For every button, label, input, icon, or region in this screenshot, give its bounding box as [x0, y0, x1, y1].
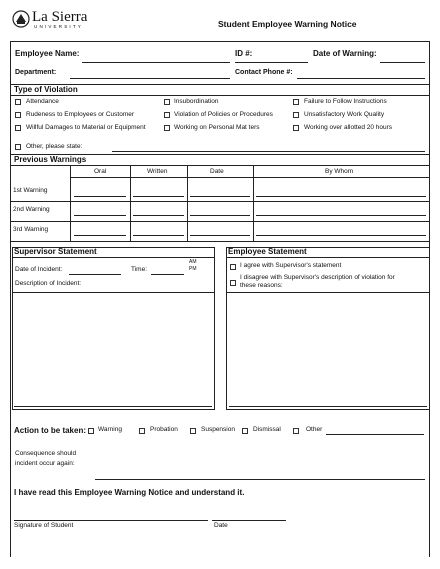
- consequence-field[interactable]: [95, 479, 425, 480]
- other-violation-field[interactable]: [112, 151, 425, 152]
- employee-statement-rule: [226, 257, 430, 258]
- over-hours-checkbox[interactable]: [293, 125, 299, 131]
- employee-reasons-area[interactable]: [228, 293, 428, 407]
- attendance-label: Attendance: [26, 98, 59, 105]
- supervisor-bottom-rule: [14, 406, 212, 407]
- date-of-warning-label: Date of Warning:: [313, 49, 377, 58]
- probation-label: Probation: [150, 426, 178, 433]
- violation-heading-rule: [10, 95, 430, 96]
- consequence-label-1: Consequence should: [15, 450, 77, 457]
- employee-statement-heading: Employee Statement: [228, 247, 307, 256]
- previous-columns-rule: [70, 177, 430, 178]
- description-label: Description of Incident:: [15, 280, 82, 287]
- disagree-checkbox[interactable]: [230, 280, 236, 286]
- policies-checkbox[interactable]: [164, 112, 170, 118]
- suspension-label: Suspension: [201, 426, 235, 433]
- warning-label: Warning: [98, 426, 122, 433]
- suspension-checkbox[interactable]: [190, 428, 196, 434]
- date-of-incident-label: Date of Incident:: [15, 266, 63, 273]
- third-warning-label: 3rd Warning: [13, 226, 49, 233]
- third-warning-date[interactable]: [190, 235, 250, 236]
- supervisor-heading-rule: [12, 257, 215, 258]
- col-oral: Oral: [94, 168, 107, 175]
- time-label: Time:: [131, 266, 148, 273]
- other-action-label: Other: [306, 426, 323, 433]
- disagree-label: I disagree with Supervisor's description of violation for: [240, 274, 395, 281]
- first-warning-oral[interactable]: [74, 196, 126, 197]
- failure-instructions-label: Failure to Follow Instructions: [304, 98, 387, 105]
- over-hours-label: Working over allotted 20 hours: [304, 124, 393, 131]
- id-label: ID #:: [235, 49, 253, 58]
- col-by-whom: By Whom: [325, 168, 354, 175]
- logo-subtitle: UNIVERSITY: [34, 24, 84, 29]
- rudeness-label: Rudeness to Employees or Customer: [26, 111, 135, 118]
- probation-checkbox[interactable]: [139, 428, 145, 434]
- third-warning-by[interactable]: [256, 235, 426, 236]
- agree-checkbox[interactable]: [230, 264, 236, 270]
- work-quality-checkbox[interactable]: [293, 112, 299, 118]
- willful-damages-label: Willful Damages to Material or Equipment: [26, 124, 146, 131]
- contact-phone-field[interactable]: [297, 78, 425, 79]
- other-violation-checkbox[interactable]: [15, 144, 21, 150]
- id-field[interactable]: [235, 62, 308, 63]
- failure-instructions-checkbox[interactable]: [293, 99, 299, 105]
- previous-row-rule: [10, 221, 430, 222]
- insubordination-checkbox[interactable]: [164, 99, 170, 105]
- contact-phone-label: Contact Phone #:: [235, 69, 293, 76]
- pm-label: PM: [189, 266, 197, 272]
- first-warning-label: 1st Warning: [13, 187, 48, 194]
- agree-label: I agree with Supervisor's statement: [240, 262, 342, 269]
- logo-wordmark: La Sierra: [32, 9, 88, 25]
- department-field[interactable]: [70, 78, 230, 79]
- previous-col-sep: [253, 165, 254, 241]
- student-signature-label: Signature of Student: [14, 522, 74, 529]
- previous-col-sep: [187, 165, 188, 241]
- employee-bottom-rule: [229, 406, 427, 407]
- student-signature-field[interactable]: [14, 520, 208, 521]
- form-title: Student Employee Warning Notice: [218, 19, 357, 29]
- time-field[interactable]: [151, 274, 184, 275]
- incident-description-area[interactable]: [13, 293, 212, 407]
- signature-date-label: Date: [214, 522, 228, 529]
- third-warning-written[interactable]: [133, 235, 184, 236]
- employee-name-field[interactable]: [82, 62, 230, 63]
- first-warning-by[interactable]: [256, 196, 426, 197]
- first-warning-written[interactable]: [133, 196, 184, 197]
- other-action-field[interactable]: [326, 434, 424, 435]
- col-date: Date: [210, 168, 224, 175]
- university-seal-icon: [12, 10, 30, 28]
- supervisor-heading: Supervisor Statement: [14, 247, 97, 256]
- personal-matters-checkbox[interactable]: [164, 125, 170, 131]
- second-warning-date[interactable]: [190, 215, 250, 216]
- disagree-reasons-label: these reasons:: [240, 282, 283, 289]
- acknowledgement: I have read this Employee Warning Notice and understand it.: [14, 488, 245, 497]
- third-warning-oral[interactable]: [74, 235, 126, 236]
- second-warning-by[interactable]: [256, 215, 426, 216]
- second-warning-label: 2nd Warning: [13, 206, 50, 213]
- previous-row-rule: [10, 241, 430, 242]
- consequence-label-2: incident occur again:: [15, 460, 75, 467]
- previous-heading-rule: [10, 165, 430, 166]
- warning-checkbox[interactable]: [88, 428, 94, 434]
- second-warning-oral[interactable]: [74, 215, 126, 216]
- am-label: AM: [189, 259, 197, 265]
- dismissal-checkbox[interactable]: [242, 428, 248, 434]
- policies-label: Violation of Policies or Procedures: [174, 111, 273, 118]
- department-label: Department:: [15, 69, 57, 76]
- action-label: Action to be taken:: [14, 426, 87, 435]
- second-warning-written[interactable]: [133, 215, 184, 216]
- attendance-checkbox[interactable]: [15, 99, 21, 105]
- signature-date-field[interactable]: [212, 520, 286, 521]
- violation-heading: Type of Violation: [14, 85, 78, 94]
- previous-col-sep: [70, 165, 71, 241]
- employee-name-label: Employee Name:: [15, 49, 80, 58]
- rudeness-checkbox[interactable]: [15, 112, 21, 118]
- other-violation-label: Other, please state:: [26, 143, 83, 150]
- first-warning-date[interactable]: [190, 196, 250, 197]
- previous-row-rule: [10, 201, 430, 202]
- personal-matters-label: Working on Personal Mat ters: [174, 124, 260, 131]
- previous-col-sep: [130, 165, 131, 241]
- date-of-warning-field[interactable]: [380, 62, 425, 63]
- willful-damages-checkbox[interactable]: [15, 125, 21, 131]
- work-quality-label: Unsatisfactory Work Quality: [304, 111, 385, 118]
- date-of-incident-field[interactable]: [69, 274, 121, 275]
- col-written: Written: [147, 168, 168, 175]
- dismissal-label: Dismissal: [253, 426, 281, 433]
- previous-heading: Previous Warnings: [14, 155, 87, 164]
- other-action-checkbox[interactable]: [293, 428, 299, 434]
- insubordination-label: Insubordination: [174, 98, 219, 105]
